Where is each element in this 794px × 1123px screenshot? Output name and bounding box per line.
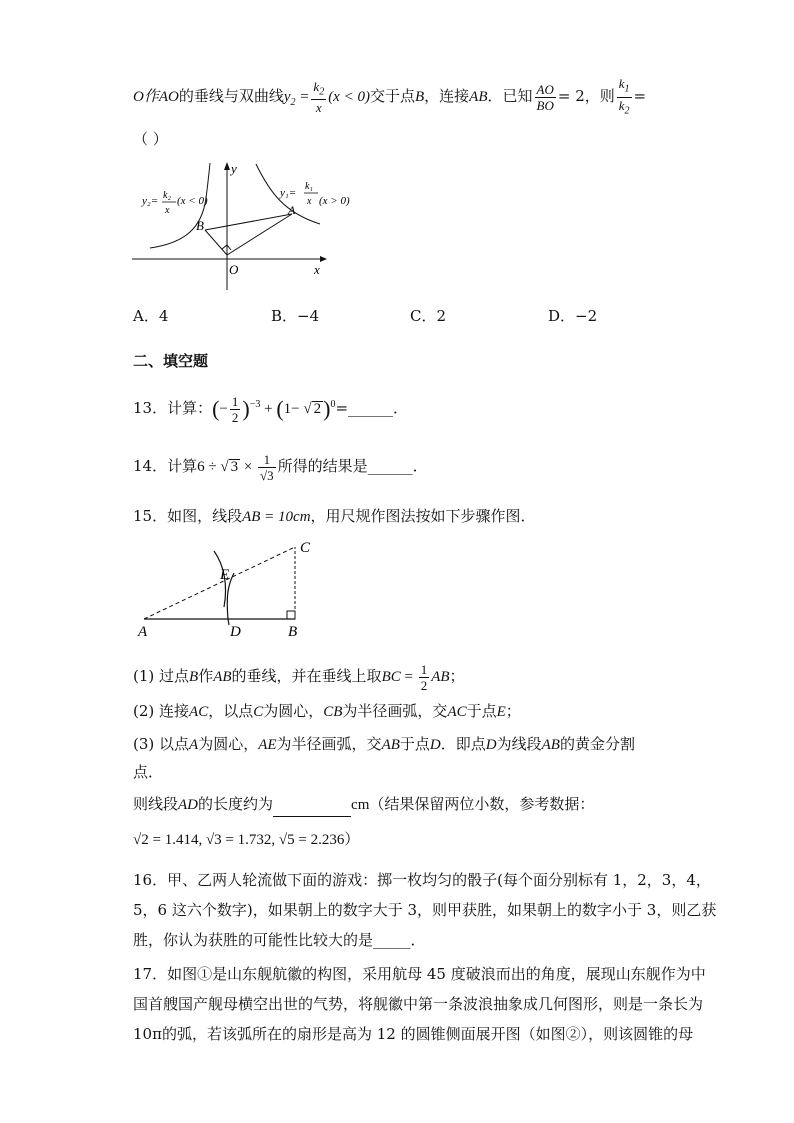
y-axis-arrow (224, 162, 230, 170)
q12-text-e: B (414, 89, 425, 106)
q15-step3b: 为圆心， (198, 735, 259, 753)
section-heading: 二、填空题 (133, 352, 209, 370)
q12-y2-expr: $y_2$ = (283, 89, 310, 109)
q15-figure (136, 535, 326, 645)
q15-stem (133, 504, 664, 529)
q12-text-f: ，连接 (424, 87, 470, 106)
option-c-letter: C． (410, 307, 437, 325)
label-c: C (300, 540, 311, 556)
label-y-axis: y (231, 161, 237, 176)
q13-tail: =______． (335, 399, 409, 417)
option-a-value: 4 (158, 307, 169, 325)
q15-answer-blank[interactable] (273, 800, 351, 817)
q15-step3a: (3) 以点 (133, 735, 190, 753)
option-c[interactable] (410, 305, 446, 326)
q16-line3: 胜，你认为获胜的可能性比较大的是_____． (133, 931, 426, 949)
label-b: B (288, 624, 298, 640)
label-b: B (196, 218, 204, 233)
option-a[interactable] (133, 305, 168, 326)
label-y2-num: k₂ (163, 190, 171, 201)
q12-text-c: 的垂线与双曲线 (178, 87, 284, 106)
q14-tail: ______． (367, 457, 428, 475)
q15-line1a: 15．如图，线段 (133, 507, 243, 525)
q12-text-j: = (633, 87, 647, 106)
q12-condition: (x < 0) (328, 89, 370, 106)
q17-line3: 10π的弧，若该弧所在的扇形是高为 12 的圆锥侧面展开图（如图②），则该圆锥的母 (133, 1025, 694, 1043)
q15-step2b: ，以点 (208, 702, 254, 720)
x-axis-arrow (320, 256, 327, 262)
q14-mid: 所得的结果是 (277, 457, 368, 475)
q15-ref-data: √2 = 1.414, √3 = 1.732, √5 = 2.236） (133, 832, 360, 848)
q15-step3g: 的黄金分割 (559, 735, 635, 753)
option-a-letter: A． (133, 307, 159, 325)
label-y2-den: x (165, 205, 170, 216)
q13: 13．计算：(− $\frac{1}{2}$ )$^{-3}$ + (1− √ 2)$^0$=______． (133, 393, 409, 425)
q12-text-d: 交于点 (369, 87, 415, 106)
option-b-letter: B． (271, 307, 298, 325)
q15-step3: (3) 以点A为圆心，AE为半径画弧，交AB于点D．即点D为线段AB的黄金分割 (133, 735, 635, 753)
q13-num: 13．计算： (133, 399, 213, 417)
q15-step1c: 的垂线，并在垂线上取 (231, 667, 382, 685)
q12-text-i: = 2，则 (557, 87, 615, 106)
q12-text-g: AB (469, 89, 488, 106)
q15-line1c: ，用尺规作图法按如下步骤作图． (310, 507, 536, 525)
label-y2: y₂= (142, 195, 159, 207)
q15-step3e: ．即点 (440, 735, 486, 753)
q15-step1a: (1) 过点 (133, 667, 190, 685)
label-e: E (220, 567, 230, 583)
label-a: A (138, 624, 148, 640)
q15-step3d: 于点 (399, 735, 430, 753)
label-y1-den: x (307, 196, 312, 207)
q12-k1-over-k2: $\frac{k_1}{k_2}$ (618, 76, 630, 117)
q15-step2c: 为圆心， (263, 702, 324, 720)
q14-num: 14．计算 (133, 457, 198, 475)
q15-step1d: ； (449, 667, 465, 685)
option-d[interactable] (548, 305, 597, 326)
label-y1-cond: (x > 0) (319, 195, 350, 207)
q12-text-a: O作 (133, 89, 159, 106)
q15-step1: (1) 过点B作AB的垂线，并在垂线上取BC = $\frac{1}{2}$ AB； (133, 661, 465, 693)
q16-line2: 5，6 这六个数字)，如果朝上的数字大于 3，则甲获胜，如果朝上的数字小于 3，则乙获 (133, 901, 717, 919)
q15-step3c: 为半径画弧，交 (276, 735, 382, 753)
q15-step1b: 作 (198, 667, 214, 685)
q12-figure (130, 158, 360, 293)
q12-paren: （ ） (133, 130, 168, 148)
q15-ask-a: 则线段 (133, 795, 179, 813)
q15-ask-b: AD (178, 797, 199, 813)
q12-ao-over-bo: $\frac{AO}{BO}$ (536, 81, 554, 113)
q17-line2: 国首艘国产舰母横空出世的气势，将舰徽中第一条波浪抽象成几何图形，则是一条长为 (133, 995, 704, 1013)
q12-text-h: ．已知 (487, 87, 533, 106)
q15-ask-d: （结果保留两位小数，参考数据： (369, 795, 595, 813)
q15-step2a: (2) 连接 (133, 702, 190, 720)
label-a: A (288, 203, 296, 217)
segment-ob (205, 230, 227, 255)
option-c-value: 2 (436, 307, 447, 325)
q16-line1: 16．甲、乙两人轮流做下面的游戏：掷一枚均匀的骰子(每个面分别标有 1，2，3，4， (133, 871, 711, 889)
option-b[interactable] (271, 305, 319, 326)
q17-line1: 17．如图①是山东舰航徽的构图，采用航母 45 度破浪而出的角度，展现山东舰作为中 (133, 965, 706, 983)
q12-stem (133, 76, 664, 116)
label-y1: y₁= (280, 187, 297, 199)
q12-k2-over-x: $\frac{k_2}{x}$ (313, 78, 325, 116)
q12-text-b: AO (158, 89, 179, 106)
q15-step3f: 为线段 (496, 735, 542, 753)
label-y2-cond: (x < 0) (177, 195, 208, 207)
right-angle-b (287, 611, 295, 619)
q15-step3-cont: 点． (133, 763, 164, 781)
segment-ac (144, 547, 295, 619)
q14: 14．计算6 ÷ √ 3 × $\frac{1}{√3}$ 所得的结果是______． (133, 451, 428, 483)
option-d-value: −2 (575, 307, 598, 325)
q15-ask-c: 的长度约为 (198, 795, 274, 813)
label-d: D (230, 624, 241, 640)
q15-step2d: 为半径画弧，交 (342, 702, 448, 720)
q15-step2: (2) 连接AC，以点C为圆心，CB为半径画弧，交AC于点E； (133, 702, 521, 720)
option-b-value: −4 (297, 307, 320, 325)
q15-step2e: 于点 (466, 702, 497, 720)
q15-ask (133, 792, 664, 817)
option-d-letter: D． (548, 307, 576, 325)
label-o: O (229, 262, 239, 277)
q15-ask-unit: cm (351, 797, 370, 813)
q15-step2f: ； (505, 702, 521, 720)
label-x-axis: x (314, 262, 320, 277)
q15-line1b: AB = 10cm (242, 509, 311, 525)
label-y1-num: k₁ (305, 181, 313, 192)
